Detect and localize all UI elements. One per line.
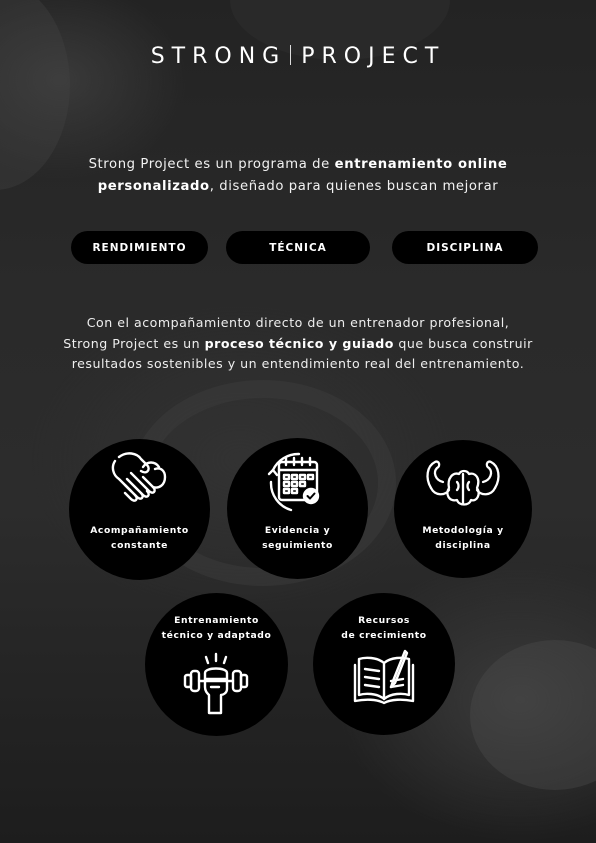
feature-label-line: Entrenamiento <box>174 615 259 626</box>
pillar-label: TÉCNICA <box>269 241 327 254</box>
intro-text <box>60 154 536 198</box>
dumbbell-hand-icon <box>181 651 251 717</box>
feature-label-line: de crecimiento <box>341 630 427 641</box>
feature-label-line: Recursos <box>358 615 410 626</box>
feature-label-line: Evidencia y <box>264 525 331 536</box>
pillar-label: DISCIPLINA <box>426 241 504 254</box>
feature-label <box>394 523 532 553</box>
pillar-tecnica <box>226 231 370 264</box>
feature-label-line: Metodología y <box>422 525 504 536</box>
feature-label <box>313 613 455 643</box>
feature-metodologia <box>394 440 532 578</box>
feature-entrenamiento <box>145 593 288 736</box>
intro-text-part: , diseñado para quienes buscan mejorar <box>209 179 499 194</box>
intro-text-part: Strong Project es un programa de <box>88 157 335 172</box>
description-line: que busca construir <box>393 335 533 351</box>
description-line: resultados sostenibles y un entendimiento real del entrenamiento. <box>71 356 525 371</box>
background-shape <box>470 640 596 790</box>
feature-recursos <box>313 593 455 735</box>
handshake-icon <box>107 449 173 515</box>
feature-label-line: disciplina <box>435 540 491 551</box>
pillar-disciplina <box>392 231 538 264</box>
description-line: Con el acompañamiento directo de un entrenador profesional, <box>86 315 510 330</box>
intro-bold: entrenamiento online <box>334 157 508 172</box>
title-separator <box>290 45 291 65</box>
feature-label <box>69 523 210 553</box>
pillar-rendimiento <box>71 231 208 264</box>
feature-label-line: Acompañamiento <box>90 525 189 536</box>
pillar-label: RENDIMIENTO <box>92 241 187 254</box>
open-book-icon <box>351 649 417 707</box>
feature-label-line: constante <box>111 540 168 551</box>
feature-label-line: seguimiento <box>262 540 333 551</box>
feature-evidencia <box>227 438 368 579</box>
calendar-icon <box>263 448 333 518</box>
title-strong: STRONG <box>150 44 287 69</box>
feature-label <box>145 613 288 643</box>
description-text <box>50 313 546 375</box>
description-line: Strong Project es un <box>63 335 205 351</box>
title-project: PROJECT <box>301 44 446 69</box>
brain-muscles-icon <box>423 458 503 514</box>
description-bold: proceso técnico y guiado <box>204 335 394 351</box>
feature-label-line: técnico y adaptado <box>161 630 272 641</box>
intro-bold: personalizado <box>97 179 210 194</box>
feature-acompanamiento <box>69 439 210 580</box>
feature-label <box>227 523 368 553</box>
page-title <box>0 44 596 69</box>
